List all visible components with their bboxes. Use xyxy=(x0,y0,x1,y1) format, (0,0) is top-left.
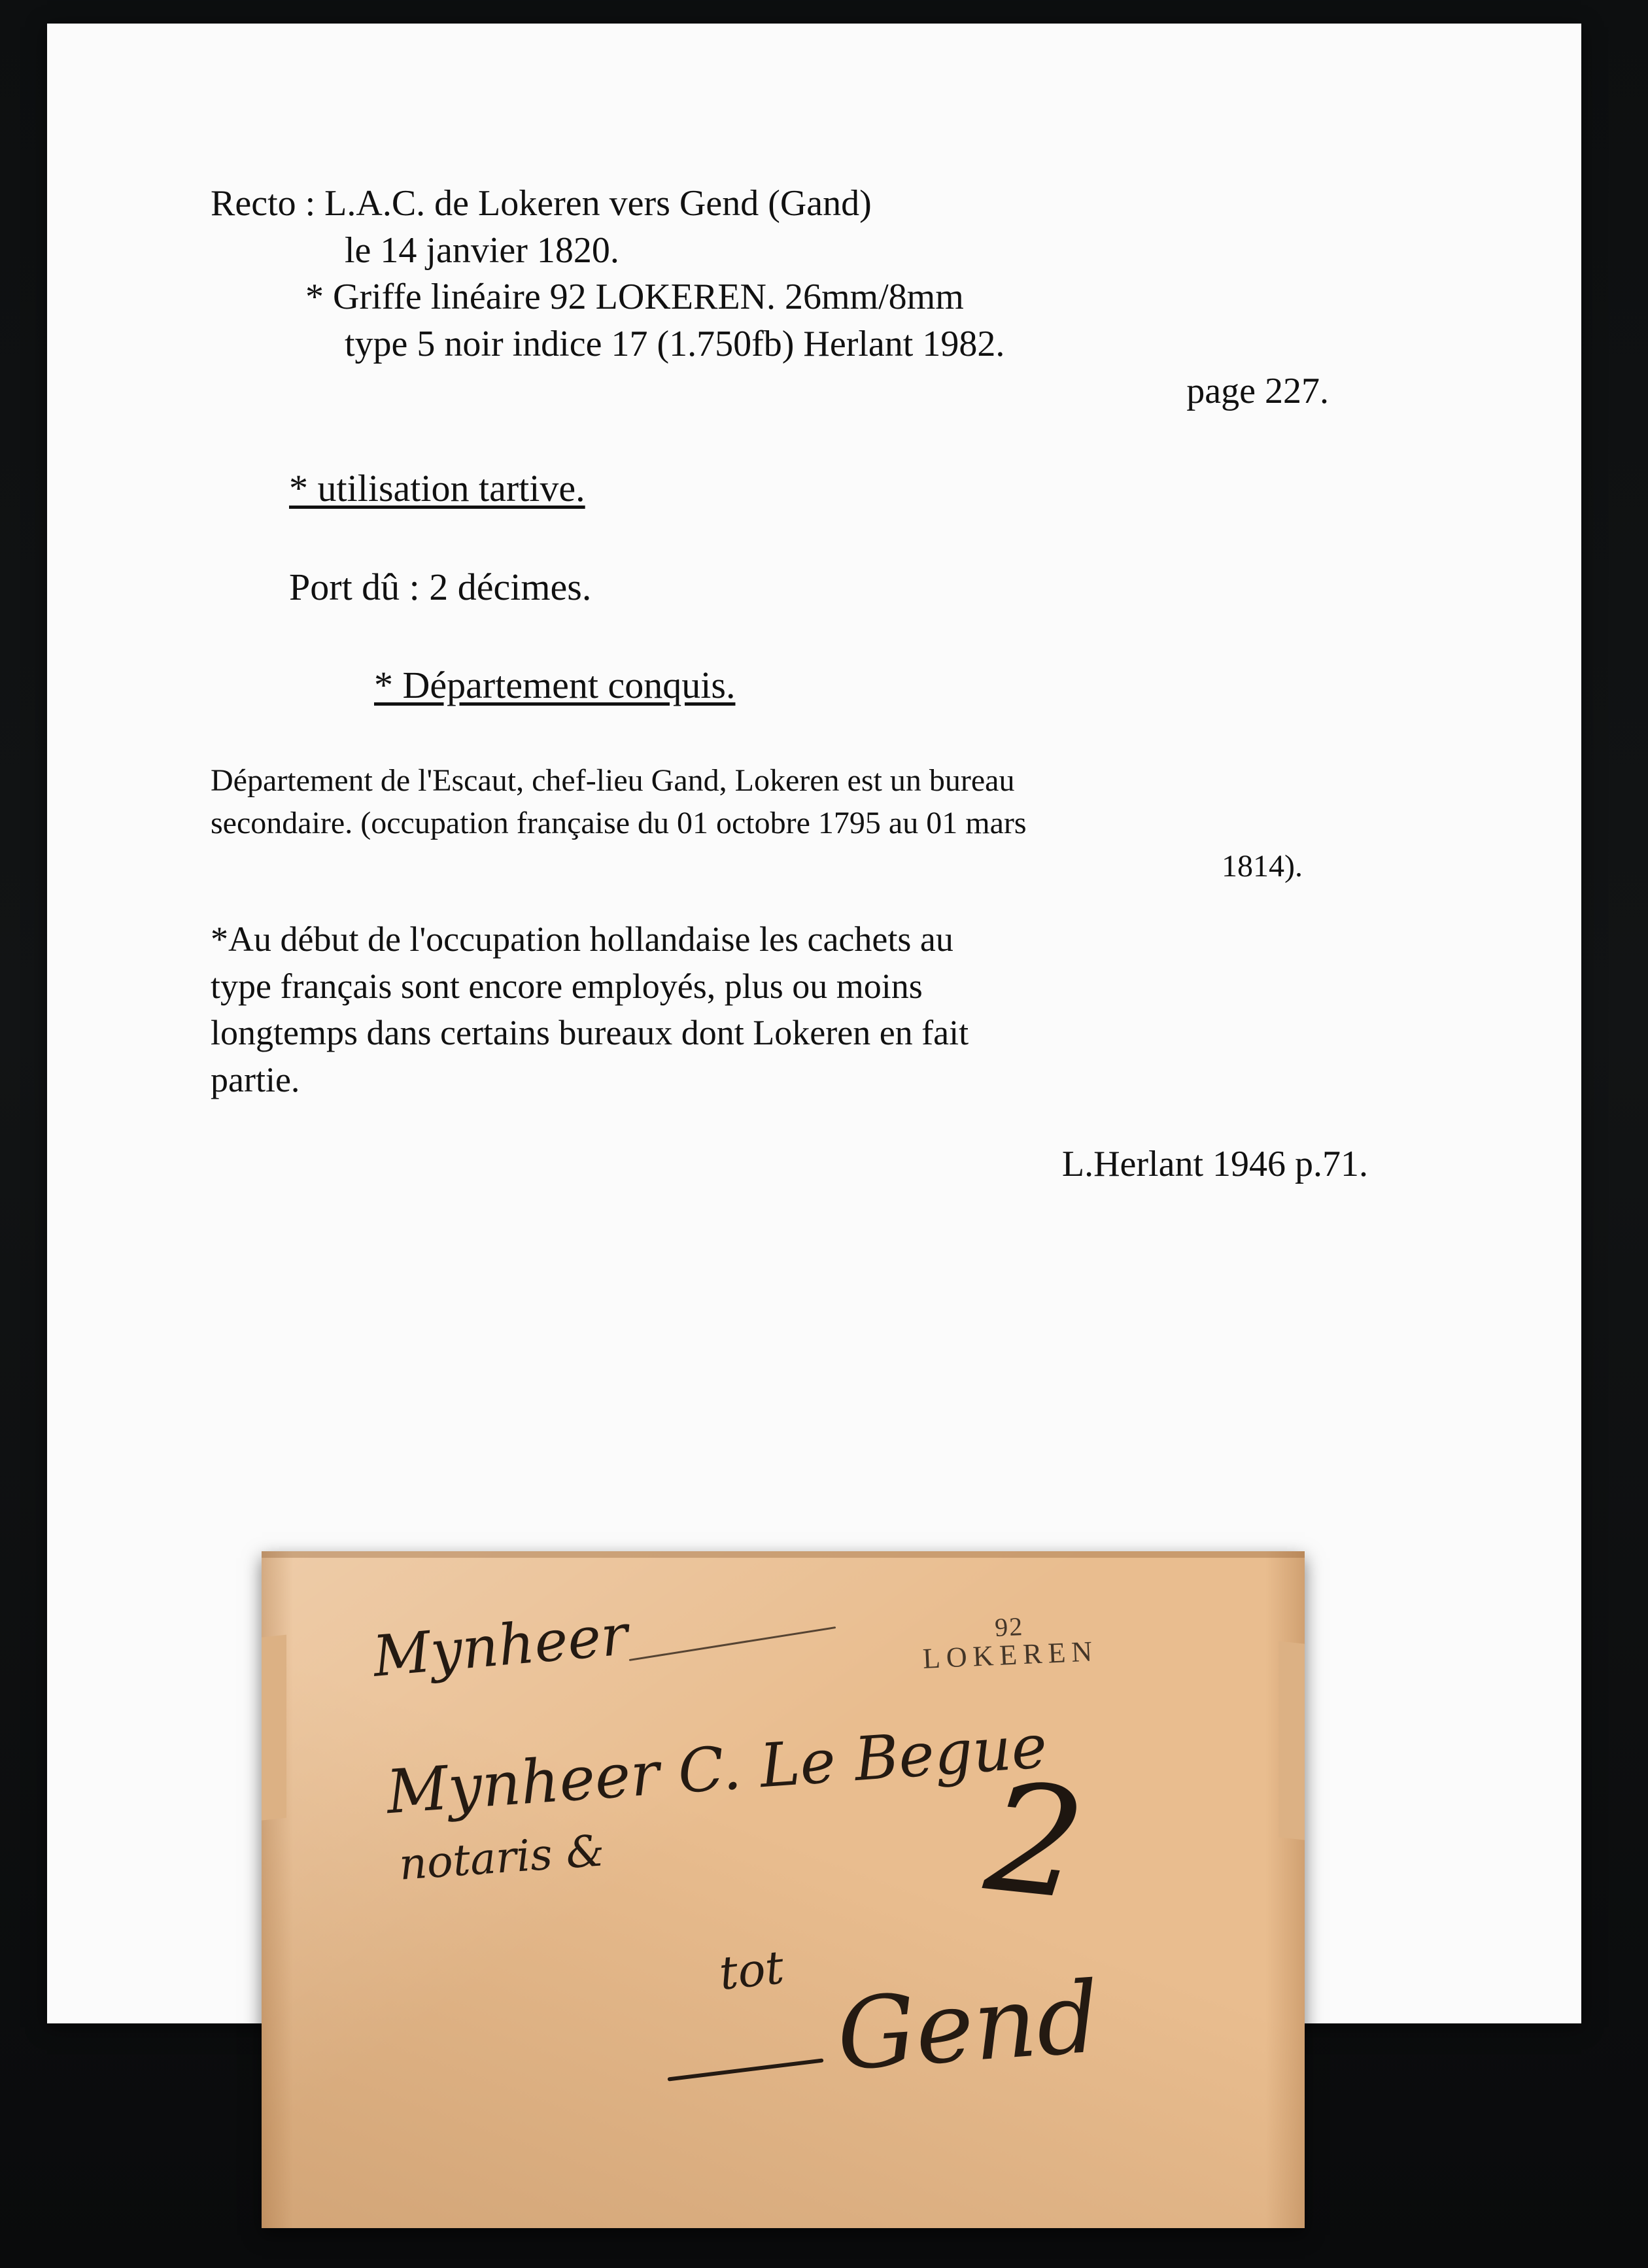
paragraph-departement xyxy=(211,759,1453,887)
recto-line-3: * Griffe linéaire 92 LOKEREN. 26mm/8mm xyxy=(305,277,964,318)
heading-departement-conquis: * Département conquis. xyxy=(374,663,736,706)
spacer-6 xyxy=(211,1104,1453,1143)
manuscript-flourish xyxy=(668,2058,824,2081)
page-text-block xyxy=(211,180,1453,1185)
paragraph-occupation-line-3: longtemps dans certains bureaux dont Lokeren en fait xyxy=(211,1013,969,1053)
manuscript-destination: Gend xyxy=(833,1961,1103,2093)
note-utilisation-tardive: * utilisation tartive. xyxy=(289,467,585,510)
manuscript-swash xyxy=(629,1626,836,1661)
recto-page-reference: page 227. xyxy=(1186,370,1329,411)
spacer-4 xyxy=(211,710,1453,759)
postal-cover xyxy=(262,1551,1305,2228)
port-du-line: Port dû : 2 décimes. xyxy=(289,565,592,608)
rate-mark: 2 xyxy=(978,1750,1092,1934)
manuscript-line-2: Mynheer C. Le Begue xyxy=(384,1711,1050,1828)
paragraph-occupation-line-2: type français sont encore employés, plus ou moins xyxy=(211,966,923,1006)
handstamp-number: 92 xyxy=(994,1611,1025,1642)
spacer-3 xyxy=(211,611,1453,661)
recto-line-4: type 5 noir indice 17 (1.750fb) Herlant 1982. xyxy=(345,324,1005,365)
handstamp-town: LOKEREN xyxy=(921,1635,1099,1675)
spacer-1 xyxy=(211,415,1453,464)
cover-notch-left xyxy=(262,1635,286,1821)
paragraph-occupation xyxy=(211,916,1453,1104)
paragraph-departement-line-1: Département de l'Escaut, chef-lieu Gand, Lokeren est un bureau xyxy=(211,763,1015,799)
cover-notch-right xyxy=(1279,1641,1305,1840)
spacer-5 xyxy=(211,887,1453,916)
manuscript-line-1: Mynheer xyxy=(370,1602,630,1690)
recto-line-1: Recto : L.A.C. de Lokeren vers Gend (Gand) xyxy=(211,183,872,224)
spacer-2 xyxy=(211,513,1453,563)
lokeren-handstamp xyxy=(921,1610,1099,1674)
paragraph-departement-line-3: 1814). xyxy=(1222,848,1303,884)
manuscript-line-3: notaris & xyxy=(397,1825,606,1890)
paragraph-departement-line-2: secondaire. (occupation française du 01 octobre 1795 au 01 mars xyxy=(211,806,1027,841)
manuscript-line-4: tot xyxy=(716,1940,787,2001)
citation-herlant: L.Herlant 1946 p.71. xyxy=(1061,1144,1368,1185)
paragraph-occupation-line-1: *Au début de l'occupation hollandaise les cachets au xyxy=(211,919,953,959)
paragraph-occupation-line-4: partie. xyxy=(211,1060,300,1100)
recto-line-2: le 14 janvier 1820. xyxy=(345,230,619,271)
cover-top-edge xyxy=(262,1551,1305,1558)
